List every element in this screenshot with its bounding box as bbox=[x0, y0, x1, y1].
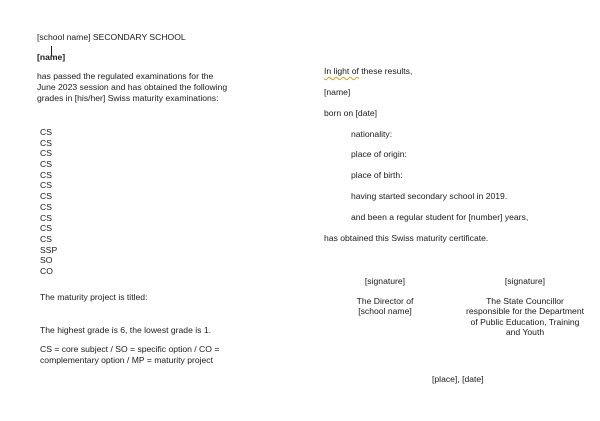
director-signature-placeholder: [signature] bbox=[364, 276, 406, 286]
grade-scale-note: The highest grade is 6, the lowest grade is 1. bbox=[40, 325, 212, 335]
place-of-birth-line: place of birth: bbox=[351, 170, 403, 180]
school-name-heading: [school name] SECONDARY SCHOOL bbox=[37, 32, 186, 42]
subject-item: CS bbox=[40, 127, 52, 137]
student-name: [name] bbox=[37, 52, 66, 62]
subject-item: CS bbox=[40, 169, 52, 180]
started-school-line: having started secondary school in 2019. bbox=[351, 191, 508, 201]
subject-item: CS bbox=[40, 137, 52, 148]
councillor-title-line: responsible for the Department bbox=[466, 306, 584, 317]
intro-line-3: grades in [his/her] Swiss maturity examinations: bbox=[37, 93, 219, 103]
legend-line-1: CS = core subject / SO = specific option / CO = bbox=[40, 344, 220, 354]
intro-line-2: June 2023 session and has obtained the following bbox=[37, 82, 228, 92]
subject-item: SSP bbox=[40, 244, 58, 255]
councillor-title-line: of Public Education, Training bbox=[470, 316, 580, 327]
director-title bbox=[330, 296, 440, 317]
subject-item: CS bbox=[40, 159, 52, 170]
regular-student-line: and been a regular student for [number] years, bbox=[351, 212, 529, 222]
intro-line-1: has passed the regulated examinations for the bbox=[37, 71, 214, 81]
councillor-title-line: and Youth bbox=[505, 327, 545, 338]
subject-item: SO bbox=[40, 255, 53, 266]
certificate-obtained-line: has obtained this Swiss maturity certificate. bbox=[324, 233, 489, 243]
subject-item: CS bbox=[40, 212, 52, 223]
director-title-line: [school name] bbox=[358, 306, 412, 317]
place-and-date: [place], [date] bbox=[432, 374, 484, 384]
place-of-origin-line: place of origin: bbox=[351, 149, 407, 159]
subject-item: CS bbox=[40, 148, 52, 159]
subject-item: CS bbox=[40, 233, 52, 244]
subject-item: CO bbox=[40, 265, 53, 276]
councillor-signature-placeholder: [signature] bbox=[504, 276, 546, 286]
maturity-project-line: The maturity project is titled: bbox=[40, 292, 148, 302]
spellcheck-flagged-text[interactable]: In light of bbox=[324, 66, 359, 76]
councillor-title bbox=[450, 296, 600, 338]
birth-date-line: born on [date] bbox=[324, 108, 378, 118]
right-student-name: [name] bbox=[324, 87, 351, 97]
director-title-line: The Director of bbox=[356, 296, 414, 306]
councillor-title-line: The State Councillor bbox=[486, 296, 564, 306]
subject-item: CS bbox=[40, 191, 52, 202]
subject-list bbox=[40, 127, 57, 277]
subject-item: CS bbox=[40, 201, 52, 212]
subject-item: CS bbox=[40, 223, 52, 234]
nationality-line: nationality: bbox=[351, 129, 393, 139]
results-intro: In light of these results, bbox=[324, 66, 413, 76]
legend-line-2: complementary option / MP = maturity project bbox=[40, 355, 213, 365]
subject-item: CS bbox=[40, 180, 52, 191]
